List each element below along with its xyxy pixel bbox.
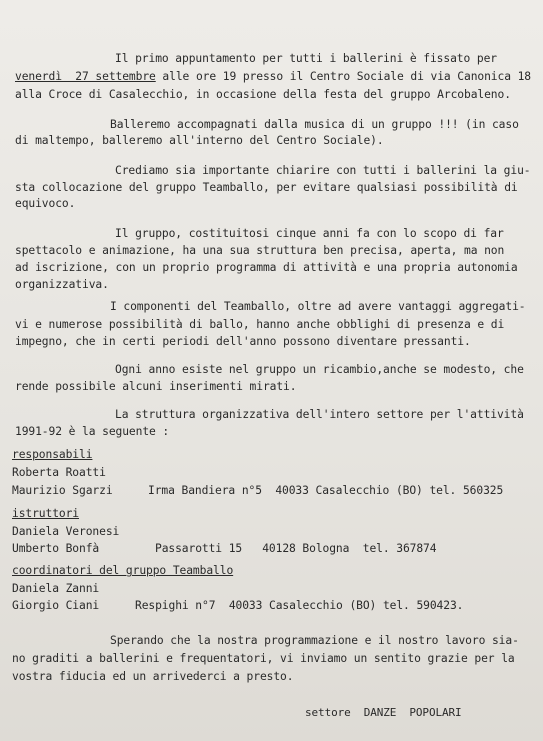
event-date: venerdì 27 settembre <box>15 70 156 83</box>
p5-line1: I componenti del Teamballo, oltre ad avere vantaggi aggregati- <box>110 300 526 313</box>
p2-line1: Balleremo accompagnati dalla musica di un gruppo !!! (in caso <box>110 118 519 131</box>
signature <box>305 706 462 719</box>
p4-line2: spettacolo e animazione, ha una sua struttura ben precisa, aperta, ma non <box>15 244 505 257</box>
closing-line1: Sperando che la nostra programmazione e il nostro lavoro sia- <box>110 634 519 647</box>
p1-line3: alla Croce di Casalecchio, in occasione della festa del gruppo Arcobaleno. <box>15 88 511 101</box>
signature-prefix: settore <box>305 706 351 719</box>
p5-line3: impegno, che in certi periodi dell'anno possono diventare pressanti. <box>15 335 471 348</box>
p3-line1: Crediamo sia importante chiarire con tutti i ballerini la giu- <box>115 164 531 177</box>
coordinatori-address: Respighi n°7 40033 Casalecchio (BO) tel. 590423. <box>135 599 464 612</box>
responsabili-name-2: Maurizio Sgarzi <box>12 484 113 497</box>
responsabili-heading: responsabili <box>12 448 93 461</box>
responsabili-name-1: Roberta Roatti <box>12 466 106 479</box>
coordinatori-name-2: Giorgio Ciani <box>12 599 100 612</box>
p7-line1: La struttura organizzativa dell'intero settore per l'attività <box>115 408 524 421</box>
coordinatori-heading: coordinatori del gruppo Teamballo <box>12 564 234 577</box>
p5-line2: vi e numerose possibilità di ballo, hanno anche obblighi di presenza e di <box>15 318 505 331</box>
istruttori-name-2: Umberto Bonfà <box>12 542 100 555</box>
p2-line2: di maltempo, balleremo all'interno del Centro Sociale). <box>15 134 384 147</box>
p3-line2: sta collocazione del gruppo Teamballo, per evitare qualsiasi possibilità di <box>15 181 518 194</box>
closing-line3: vostra fiducia ed un arrivederci a presto. <box>12 670 294 683</box>
p7-line2: 1991-92 è la seguente : <box>15 425 170 438</box>
p3-line3: equivoco. <box>15 197 76 210</box>
coordinatori-name-1: Daniela Zanni <box>12 582 100 595</box>
p4-line3: ad iscrizione, con un proprio programma di attività e una propria autonomia <box>15 261 518 274</box>
signature-name: DANZE POPOLARI <box>363 706 462 719</box>
istruttori-heading: istruttori <box>12 507 80 520</box>
istruttori-name-1: Daniela Veronesi <box>12 525 120 538</box>
closing-line2: no graditi a ballerini e frequentatori, vi inviamo un sentito grazie per la <box>12 652 515 665</box>
istruttori-address: Passarotti 15 40128 Bologna tel. 367874 <box>155 542 437 555</box>
event-place: alle ore 19 presso il Centro Sociale di via Canonica 18 <box>155 70 532 83</box>
p6-line1: Ogni anno esiste nel gruppo un ricambio,anche se modesto, che <box>115 363 524 376</box>
p6-line2: rende possibile alcuni inserimenti mirati. <box>15 380 297 393</box>
responsabili-address: Irma Bandiera n°5 40033 Casalecchio (BO) tel. 560325 <box>148 484 504 497</box>
p4-line4: organizzativa. <box>15 278 109 291</box>
p1-line1: Il primo appuntamento per tutti i ballerini è fissato per <box>115 52 497 65</box>
p1-line2 <box>15 70 531 84</box>
p4-line1: Il gruppo, costituitosi cinque anni fa con lo scopo di far <box>115 227 504 240</box>
